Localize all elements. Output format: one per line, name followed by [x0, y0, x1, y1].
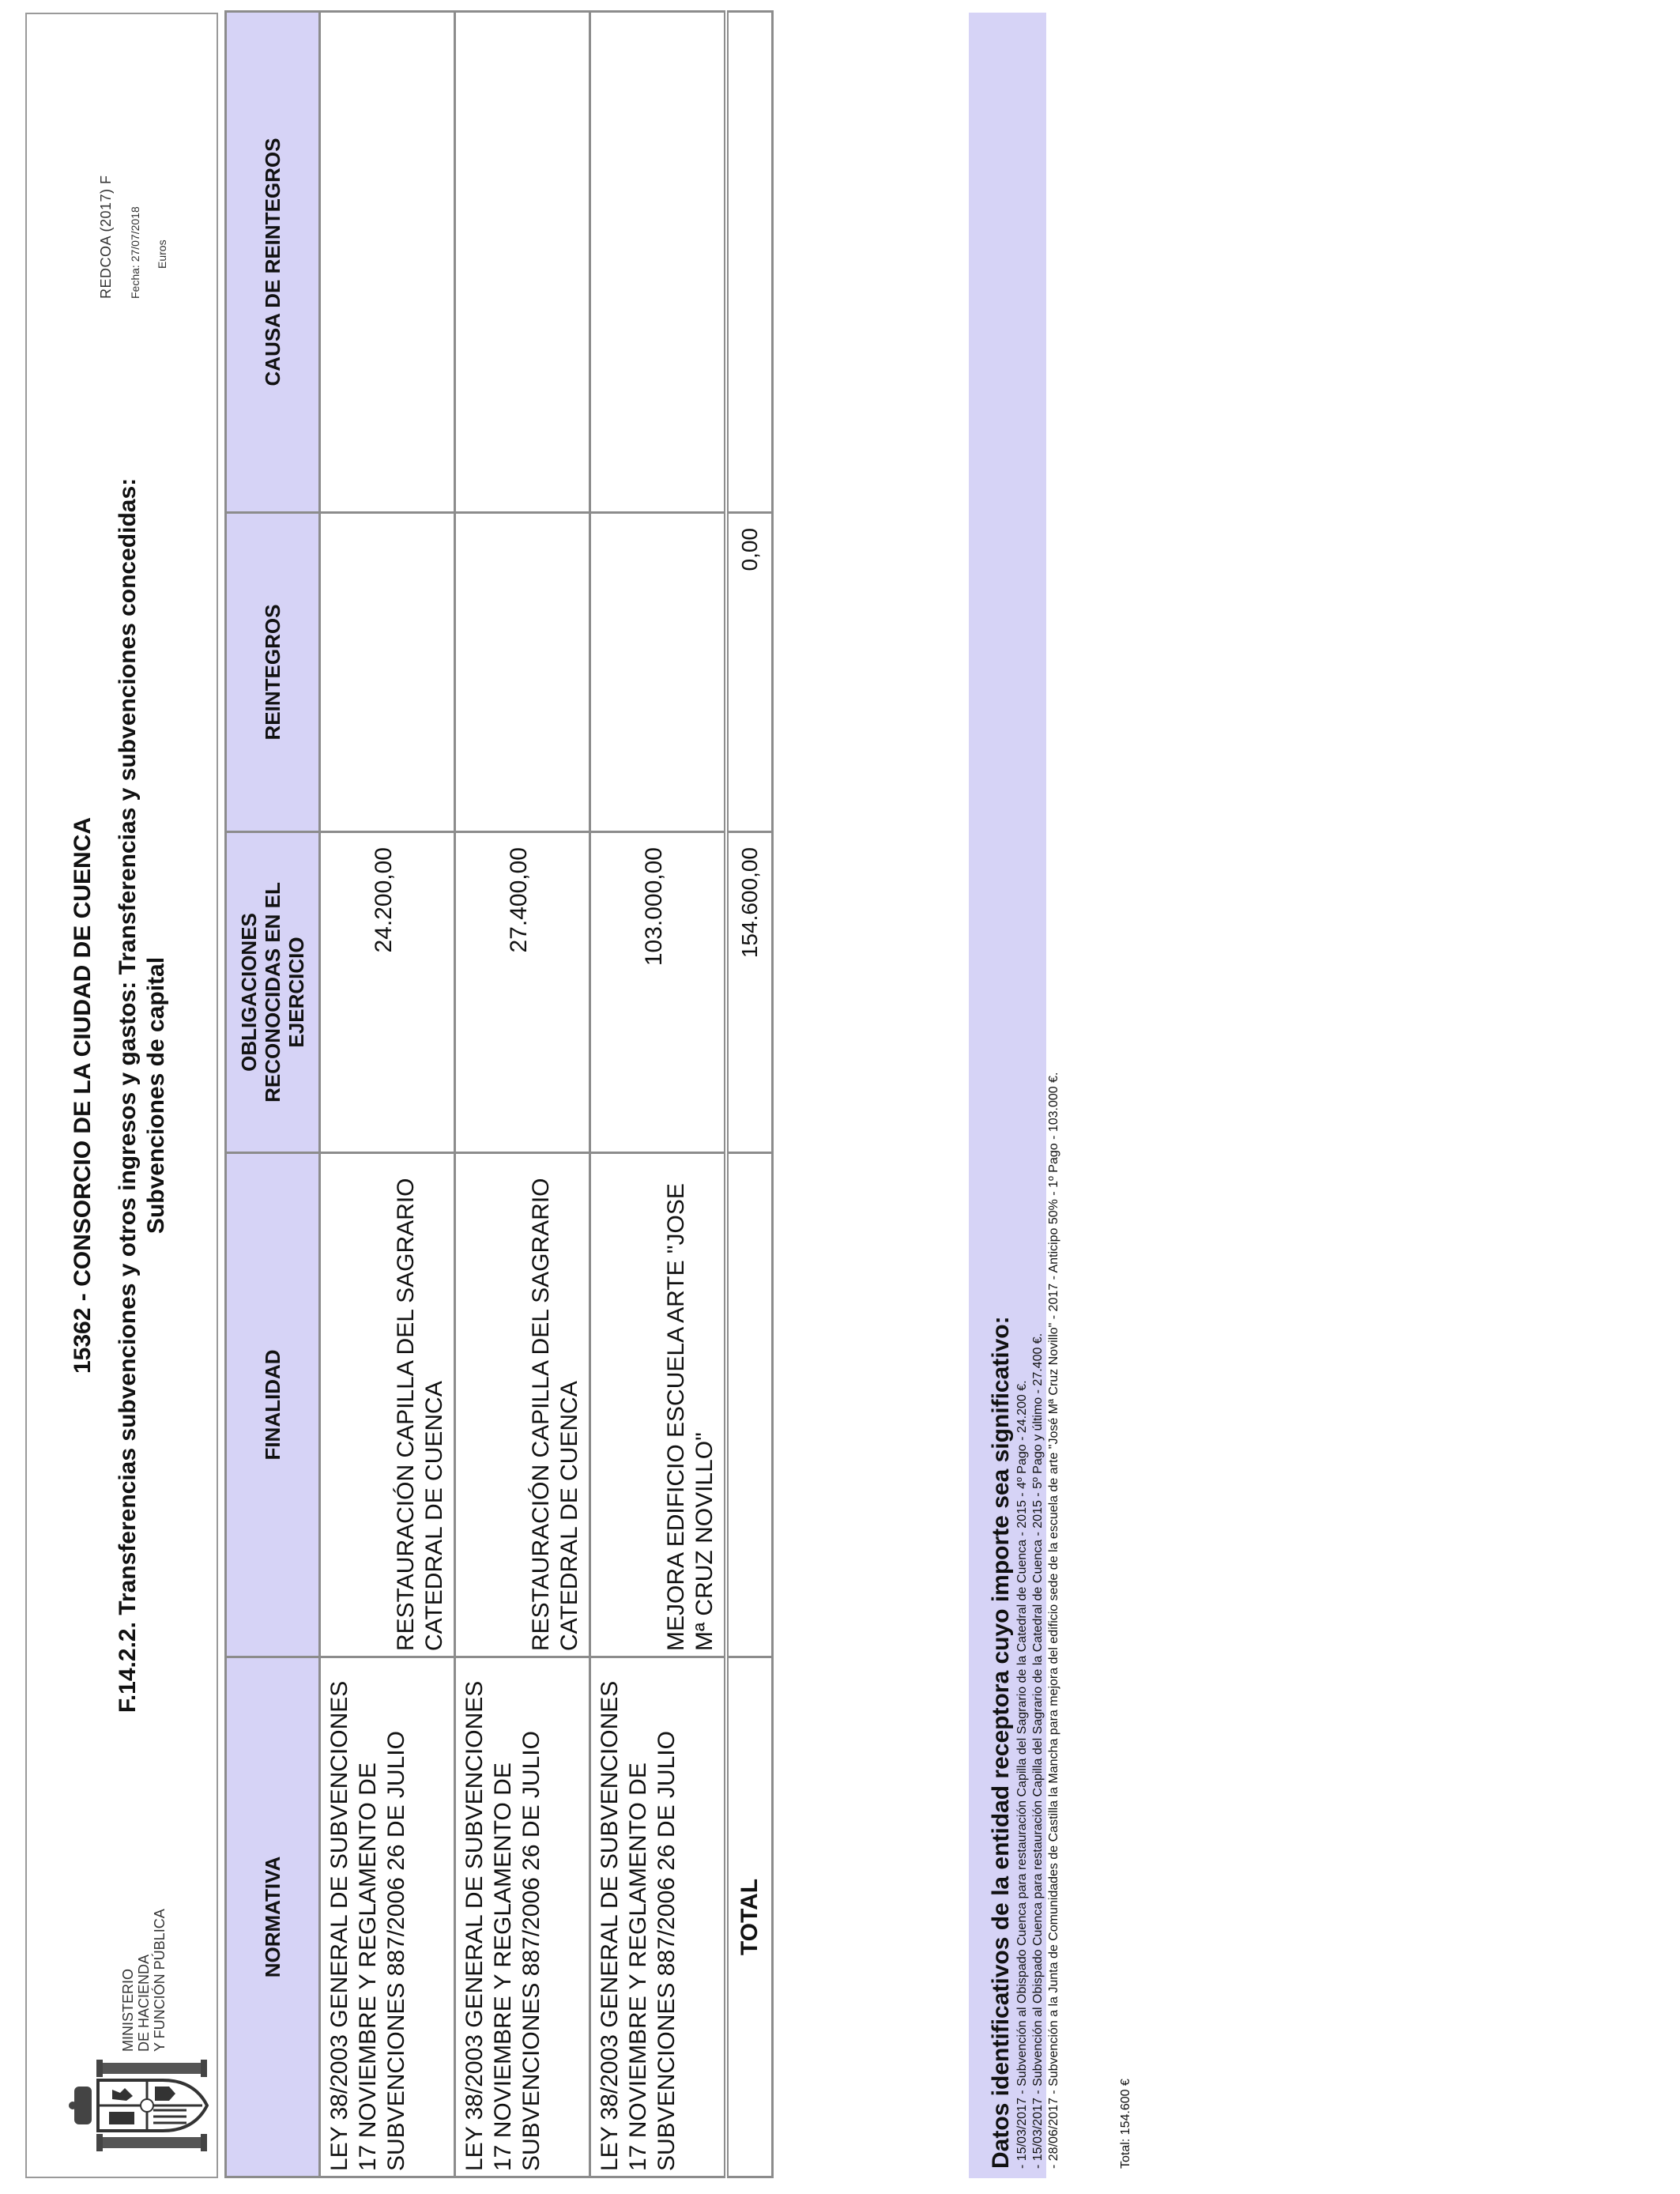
footnote-heading: Datos identificativos de la entidad receptora cuyo importe sea significativo:: [988, 1316, 1014, 2169]
total-reintegros: 0,00: [726, 513, 773, 832]
report-date: Fecha: 27/07/2018: [129, 206, 141, 299]
cell-reintegros: [320, 513, 455, 832]
report-meta: [98, 175, 168, 299]
cell-causa: [455, 12, 590, 513]
cell-normativa: LEY 38/2003 GENERAL DE SUBVENCIONES 17 NOVIEMBRE Y REGLAMENTO DE SUBVENCIONES 887/2006 26 DE JULIO: [590, 1657, 727, 2177]
col-reintegros: REINTEGROS: [226, 513, 320, 832]
subsidies-table: [224, 13, 1015, 2178]
cell-obligaciones: [590, 832, 727, 1153]
cell-finalidad: RESTAURACIÓN CAPILLA DEL SAGRARIO CATEDRAL DE CUENCA: [455, 1153, 590, 1657]
cell-finalidad: RESTAURACIÓN CAPILLA DEL SAGRARIO CATEDRAL DE CUENCA: [320, 1153, 455, 1657]
ministry-line: MINISTERIO: [120, 1968, 136, 2052]
footnote-line: - 28/06/2017 - Subvención a la Junta de Comunidades de Castilla la Mancha para mejora del edificio sede de la escuela de arte "José Mª Cruz Novillo" - 2017 - Anticipo 50% - 1º Pago - 103.000 €.: [1047, 1072, 1060, 2169]
document-subtitle: [114, 14, 171, 2177]
document-title: 15362 - CONSORCIO DE LA CIUDAD DE CUENCA: [70, 817, 96, 1374]
currency-unit: Euros: [156, 239, 168, 269]
subtitle-line: F.14.2.2. Transferencias subvenciones y otros ingresos y gastos: Transferencias y subvenciones concedidas:: [115, 477, 141, 1713]
footnotes: [988, 1072, 1062, 2169]
ministry-line: Y FUNCIÓN PÚBLICA: [152, 1909, 168, 2052]
subtitle-line: Subvenciones de capital: [143, 956, 169, 1235]
col-normativa: NORMATIVA: [226, 1657, 320, 2177]
cell-normativa: LEY 38/2003 GENERAL DE SUBVENCIONES 17 NOVIEMBRE Y REGLAMENTO DE SUBVENCIONES 887/2006 26 DE JULIO: [320, 1657, 455, 2177]
col-causa-reintegros: CAUSA DE REINTEGROS: [226, 12, 320, 513]
total-finalidad: [726, 1153, 773, 1657]
table-row: [455, 12, 590, 2177]
cell-obligaciones: [455, 832, 590, 1153]
total-row: [726, 12, 773, 2177]
report-code: REDCOA (2017) F: [98, 175, 114, 299]
total-label: TOTAL: [726, 1657, 773, 2177]
footnote-line: - 15/03/2017 - Subvención al Obispado Cuenca para restauración Capilla del Sagrario de la Catedral de Cuenca - 2015 - 4º Pago - 24.200 €.: [1015, 1380, 1029, 2169]
amount-value: 24.200,00: [371, 847, 397, 953]
document-header: [25, 13, 218, 2178]
table-row: [320, 12, 455, 2177]
col-obligaciones: OBLIGACIONES RECONOCIDAS EN EL EJERCICIO: [226, 832, 320, 1153]
cell-reintegros: [455, 513, 590, 832]
amount-value: 27.400,00: [506, 847, 532, 953]
ministry-line: DE HACIENDA: [136, 1954, 152, 2052]
cell-finalidad: MEJORA EDIFICIO ESCUELA ARTE "JOSE Mª CRUZ NOVILLO": [590, 1153, 727, 1657]
cell-reintegros: [590, 513, 727, 832]
footnote-line: - 15/03/2017 - Subvención al Obispado Cuenca para restauración Capilla del Sagrario de la Catedral de Cuenca - 2015 - 5º Pago y último - 27.400 €.: [1031, 1333, 1045, 2169]
amount-value: 103.000,00: [641, 847, 667, 967]
cell-causa: [590, 12, 727, 513]
cell-causa: [320, 12, 455, 513]
cell-obligaciones: [320, 832, 455, 1153]
col-finalidad: FINALIDAD: [226, 1153, 320, 1657]
footnote-total: Total: 154.600 €: [1119, 2079, 1132, 2169]
total-obligaciones: 154.600,00: [726, 832, 773, 1153]
total-causa: [726, 12, 773, 513]
table-header-row: [226, 12, 320, 2177]
cell-normativa: LEY 38/2003 GENERAL DE SUBVENCIONES 17 NOVIEMBRE Y REGLAMENTO DE SUBVENCIONES 887/2006 26 DE JULIO: [455, 1657, 590, 2177]
table-row: [590, 12, 727, 2177]
